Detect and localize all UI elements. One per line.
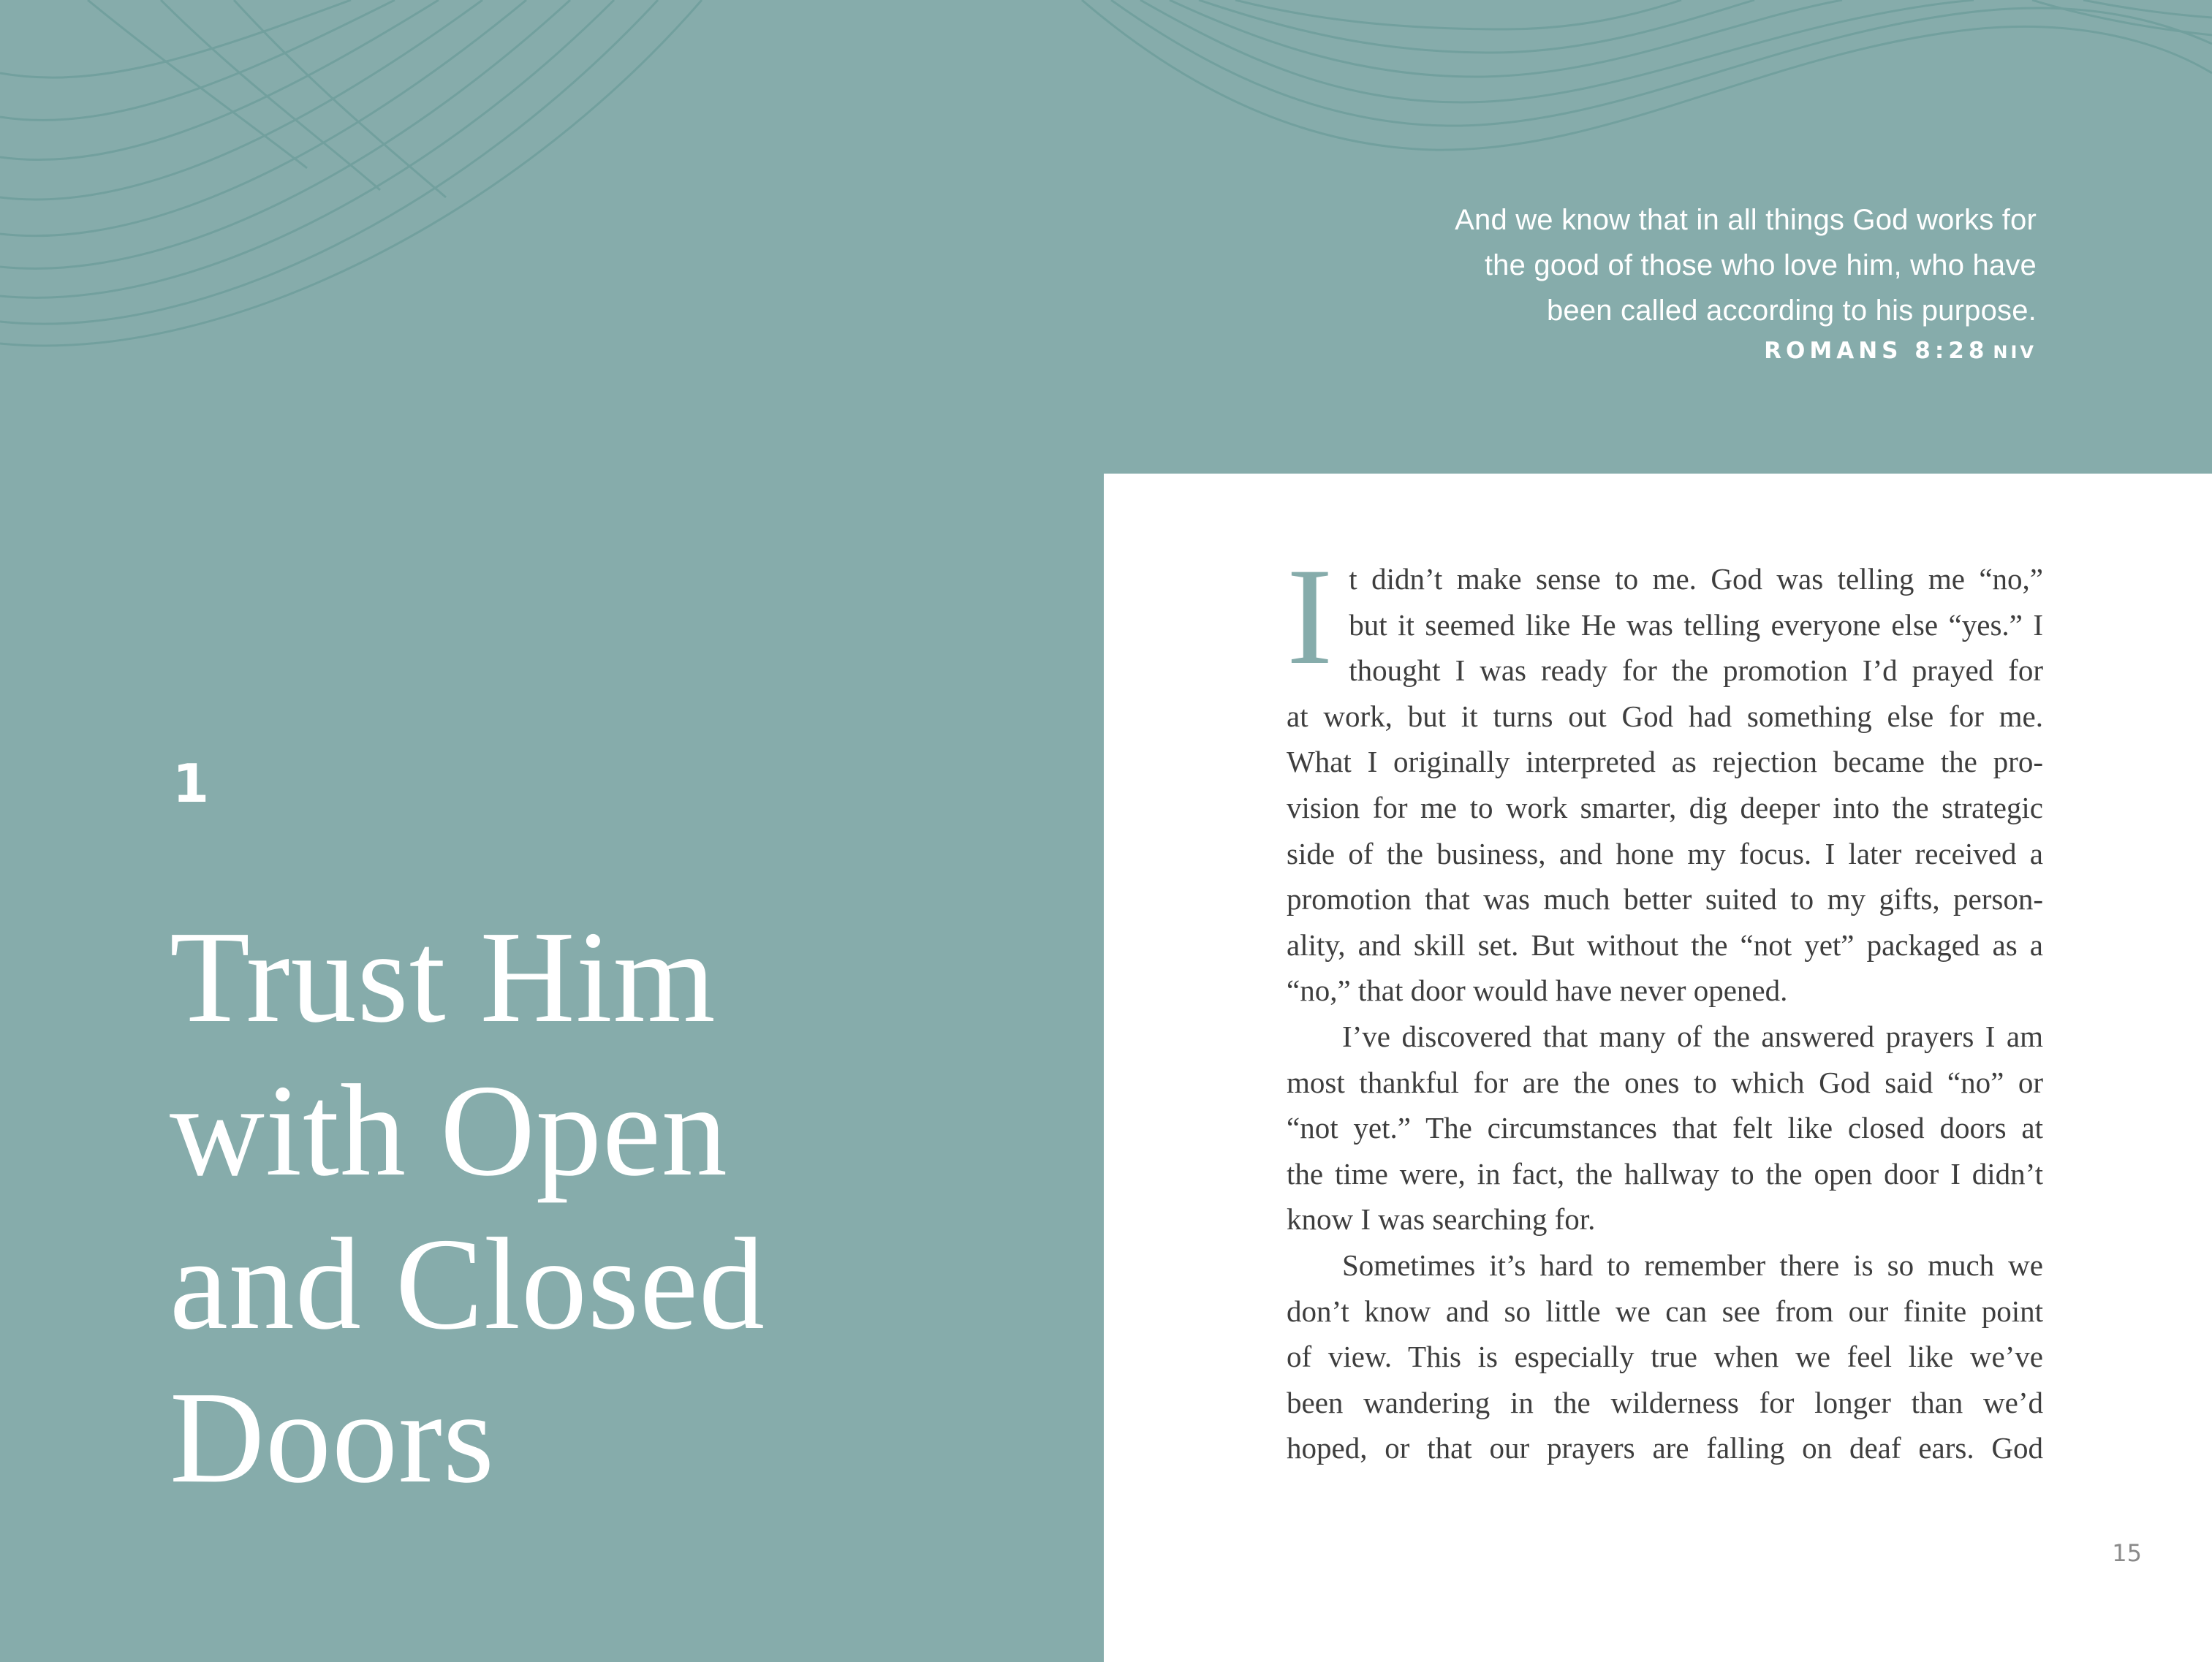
- reference-text: ROMANS 8:28: [1764, 338, 1989, 364]
- text-line: Sometimes it’s hard to remember there is so much we: [1342, 1248, 2043, 1282]
- text-line: promotion that was much better suited to my gifts, person-: [1287, 882, 2043, 917]
- drop-cap: I: [1287, 556, 1333, 694]
- translation-label: NIV: [1993, 342, 2037, 363]
- chapter-number: 1: [173, 753, 210, 814]
- title-line: Trust Him: [170, 904, 716, 1050]
- verse-line: And we know that in all things God works for: [1455, 204, 2037, 236]
- opening-lines: [1287, 556, 2043, 694]
- text-line: know I was searching for.: [1287, 1202, 1596, 1237]
- text-line: hoped, or that our prayers are falling on deaf ears. God: [1287, 1431, 2043, 1465]
- text-line: but it seemed like He was telling everyone else “yes.” I: [1349, 607, 2043, 642]
- text-line: vision for me to work smarter, dig deeper into the strategic: [1287, 790, 2043, 824]
- text-line: at work, but it turns out God had something else for me.: [1287, 699, 2043, 733]
- text-page: [1104, 474, 2212, 1662]
- text-line: side of the business, and hone my focus. I later received a: [1287, 836, 2043, 870]
- body-text: [1287, 556, 2043, 1471]
- text-line: “not yet.” The circumstances that felt like closed doors at: [1287, 1111, 2043, 1145]
- text-line: I’ve discovered that many of the answered prayers I am: [1342, 1019, 2043, 1053]
- title-line: Doors: [170, 1365, 495, 1510]
- text-line: t didn’t make sense to me. God was telling me “no,”: [1349, 562, 2043, 596]
- chapter-title: [170, 900, 765, 1514]
- text-line: don’t know and so little we can see from our finite point: [1287, 1294, 2043, 1328]
- text-line: most thankful for are the ones to which God said “no” or: [1287, 1065, 2043, 1099]
- text-line: of view. This is especially true when we feel like we’ve: [1287, 1340, 2043, 1374]
- text-line: ality, and skill set. But without the “not yet” packaged as a: [1287, 927, 2043, 962]
- epigraph-verse: [1306, 197, 2037, 333]
- epigraph: [1306, 197, 2037, 364]
- text-line: thought I was ready for the promotion I’d prayed for: [1349, 653, 2043, 688]
- text-line: been wandering in the wilderness for longer than we’d: [1287, 1385, 2043, 1419]
- verse-line: the good of those who love him, who have: [1484, 249, 2037, 281]
- scripture-reference: [1306, 338, 2037, 364]
- text-line: “no,” that door would have never opened.: [1287, 974, 1788, 1008]
- page-number: 15: [2112, 1539, 2142, 1567]
- title-line: and Closed: [170, 1211, 765, 1356]
- text-line: What I originally interpreted as rejection became the pro-: [1287, 745, 2043, 779]
- text-line: the time were, in fact, the hallway to the open door I didn’t: [1287, 1156, 2043, 1191]
- verse-line: been called according to his purpose.: [1546, 295, 2037, 327]
- title-line: with Open: [170, 1058, 728, 1203]
